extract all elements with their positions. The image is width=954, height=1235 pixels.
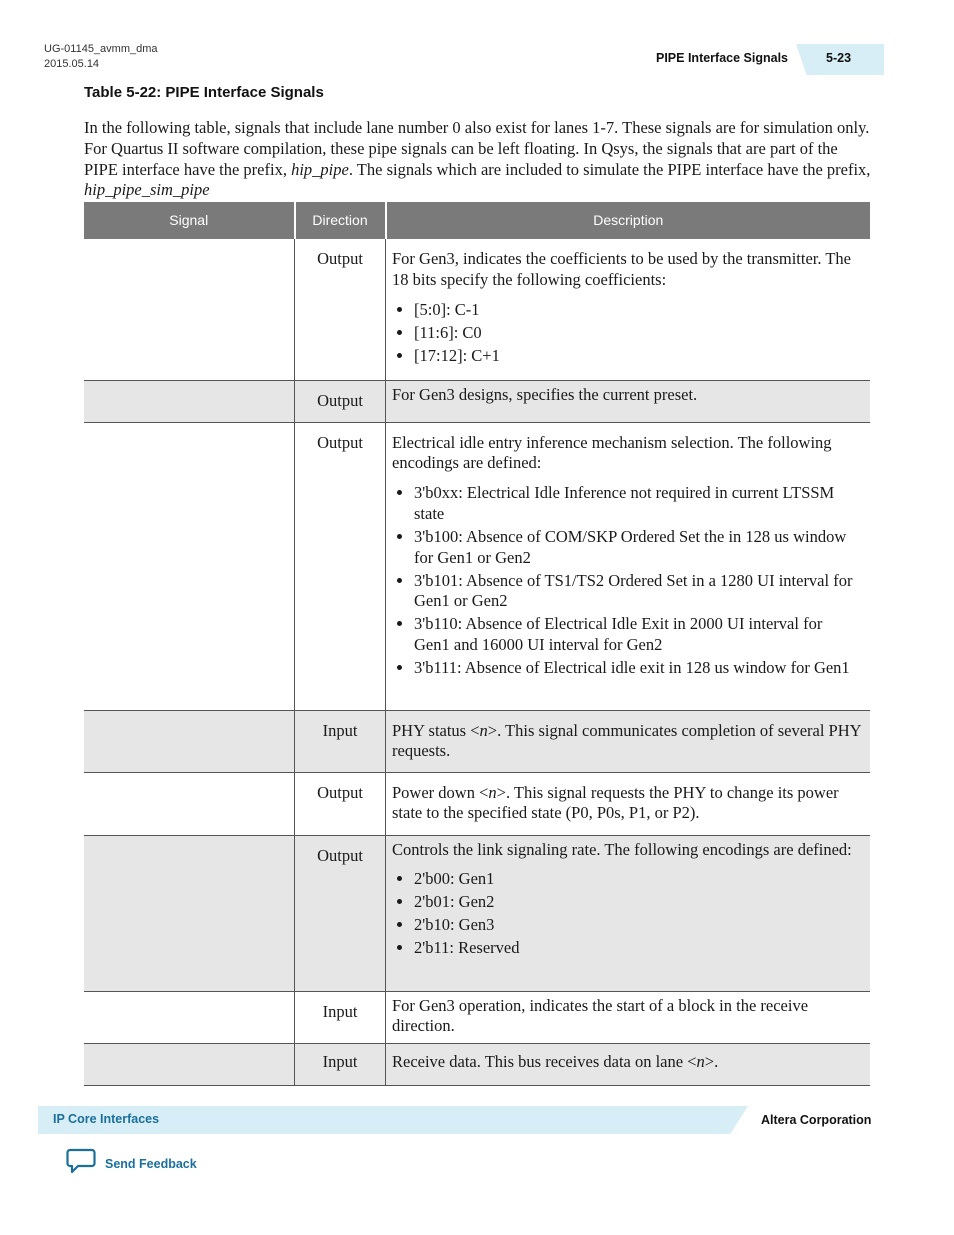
list-item: • 3'b101: Absence of TS1/TS2 Ordered Set in a 1280 UI interval for Gen1 or Gen2 [414, 571, 862, 613]
send-feedback-label[interactable]: Send Feedback [105, 1157, 197, 1171]
direction-cell [295, 772, 386, 835]
column-header-signal: Signal [84, 202, 295, 239]
list-item: • 2'b01: Gen2 [414, 892, 862, 913]
document-id: UG-01145_avmm_dma [44, 43, 158, 55]
table-row [84, 991, 870, 1043]
footer-company: Altera Corporation [761, 1113, 872, 1127]
page-number: 5-23 [826, 51, 852, 65]
list-item: • 3'b110: Absence of Electrical Idle Exit in 2000 UI interval for Gen1 and 16000 UI interval for Gen2 [414, 614, 862, 656]
description-text [392, 711, 862, 763]
description-cell [386, 991, 871, 1043]
description-cell [386, 239, 871, 380]
list-item: • 3'b100: Absence of COM/SKP Ordered Set the in 128 us window for Gen1 or Gen2 [414, 527, 862, 569]
list-item: • 2'b00: Gen1 [414, 869, 862, 890]
description-text-part: Receive data. This bus receives data on lane < [392, 1051, 697, 1071]
signal-cell [84, 422, 295, 710]
description-cell [386, 380, 871, 422]
intro-prefix-2: hip_pipe_sim_pipe [84, 180, 210, 200]
direction-cell [295, 1043, 386, 1085]
description-text [392, 1044, 862, 1073]
column-header-description: Description [386, 202, 871, 239]
bullet-list [392, 300, 862, 367]
direction-cell [295, 380, 386, 422]
table-row [84, 835, 870, 991]
table-row [84, 422, 870, 710]
signal-cell [84, 835, 295, 991]
description-text: For Gen3, indicates the coefficients to be used by the transmitter. The 18 bits specify the following coefficients: [392, 249, 851, 289]
intro-text-2: . The signals which are included to simulate the PIPE interface have the prefix, [348, 159, 871, 179]
list-item: • [5:0]: C-1 [414, 300, 862, 321]
description-text-part: >. This signal communicates completion of several PHY requests. [392, 720, 861, 761]
direction-cell [295, 991, 386, 1043]
list-item: • 2'b10: Gen3 [414, 915, 862, 936]
description-variable: n [479, 720, 488, 740]
description-text: For Gen3 designs, specifies the current preset. [392, 384, 698, 404]
description-text: Controls the link signaling rate. The following encodings are defined: [392, 839, 852, 859]
direction-value: Output [317, 432, 363, 452]
description-cell [386, 710, 871, 772]
direction-cell [295, 422, 386, 710]
column-header-direction: Direction [295, 202, 386, 239]
intro-text-1: In the following table, signals that include lane number 0 also exist for lanes 1-7. These signals are for simulation only. For Quartus II software compilation, these pipe signals can be left floating. In Qsys, the signals that are part of the PIPE interface have the prefix, [84, 118, 870, 179]
description-text-part: PHY status < [392, 720, 480, 740]
table-row [84, 710, 870, 772]
description-cell [386, 422, 871, 710]
list-item: • 3'b111: Absence of Electrical idle exit in 128 us window for Gen1 [414, 658, 862, 679]
description-text: For Gen3 operation, indicates the start of a block in the receive direction. [392, 995, 809, 1036]
table-caption: Table 5-22: PIPE Interface Signals [84, 84, 324, 101]
footer-section-link[interactable]: IP Core Interfaces [53, 1112, 160, 1126]
bullet-list [392, 483, 862, 679]
signal-cell [84, 710, 295, 772]
signal-cell [84, 1043, 295, 1085]
description-variable: n [488, 782, 497, 802]
list-item: • [17:12]: C+1 [414, 346, 862, 367]
description-text [392, 773, 862, 825]
signal-cell [84, 239, 295, 380]
signal-cell [84, 772, 295, 835]
pipe-signals-table [84, 202, 870, 1086]
direction-value: Output [317, 249, 363, 268]
description-cell [386, 835, 871, 991]
direction-cell [295, 239, 386, 380]
direction-value: Output [317, 782, 363, 802]
intro-prefix-1: hip_pipe [291, 159, 349, 179]
list-item: • [11:6]: C0 [414, 323, 862, 344]
list-item: • 3'b0xx: Electrical Idle Inference not required in current LTSSM state [414, 483, 862, 525]
table-row [84, 380, 870, 422]
description-cell [386, 772, 871, 835]
intro-paragraph [84, 118, 874, 201]
description-text-part: >. [704, 1051, 719, 1071]
direction-cell [295, 710, 386, 772]
direction-value: Output [317, 390, 363, 410]
speech-bubble-icon [66, 1148, 96, 1180]
table-header-row [84, 202, 870, 239]
document-id-block [44, 42, 158, 72]
send-feedback-link[interactable] [66, 1150, 197, 1178]
signal-cell [84, 991, 295, 1043]
table-row [84, 239, 870, 380]
list-item: • 2'b11: Reserved [414, 938, 862, 959]
direction-value: Input [322, 1001, 358, 1021]
bullet-list [392, 869, 862, 959]
direction-value: Input [322, 720, 358, 740]
signal-cell [84, 380, 295, 422]
running-header-title: PIPE Interface Signals [656, 51, 788, 65]
direction-value: Input [322, 1051, 358, 1071]
direction-cell [295, 835, 386, 991]
description-text-part: Power down < [392, 782, 489, 802]
description-cell [386, 1043, 871, 1085]
table-row [84, 1043, 870, 1085]
table-row [84, 772, 870, 835]
description-text: Electrical idle entry inference mechanism selection. The following encodings are defined: [392, 432, 832, 473]
document-date: 2015.05.14 [44, 58, 100, 70]
description-text-part: >. This signal requests the PHY to change its power state to the specified state (P0, P0s, P1, or P2). [392, 782, 839, 823]
description-variable: n [696, 1051, 705, 1071]
direction-value: Output [317, 845, 363, 865]
